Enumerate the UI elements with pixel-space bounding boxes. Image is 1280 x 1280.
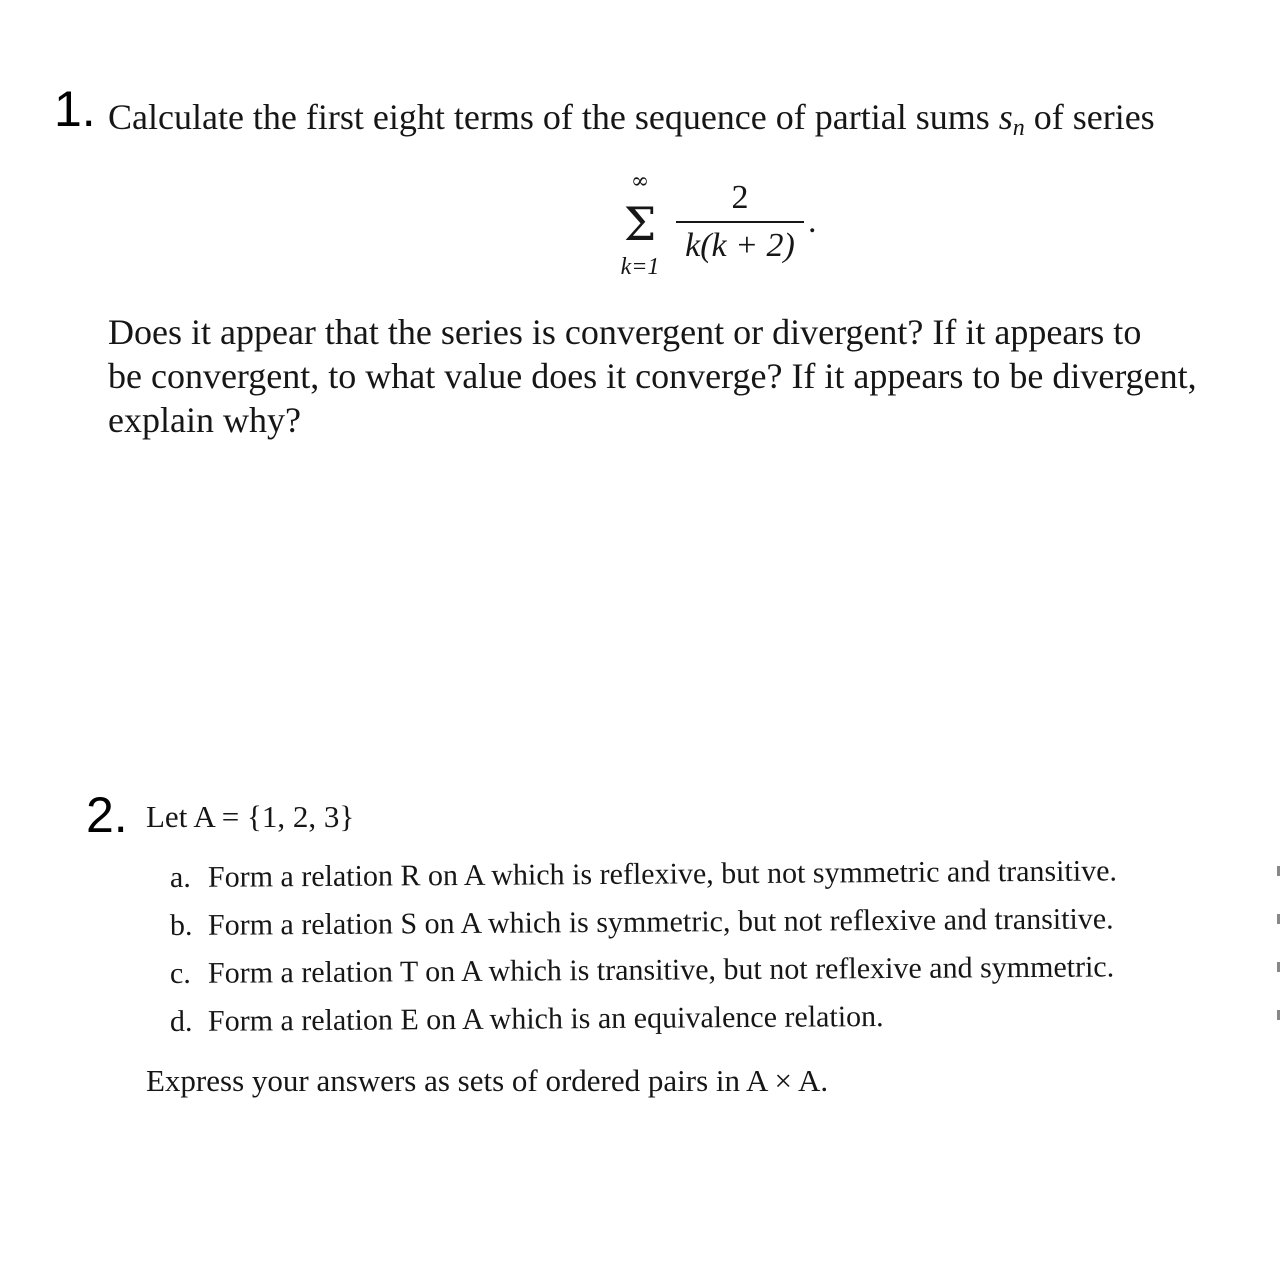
series-lower-limit: k=1	[620, 254, 660, 280]
item-letter: d.	[169, 1004, 193, 1038]
list-item	[170, 898, 1270, 954]
question-1-line-1: Does it appear that the series is convergent or divergent? If it appears to	[108, 312, 1142, 352]
item-text: Form a relation E on A which is an equivalence relation.	[207, 1000, 884, 1038]
item-text: Form a relation T on A which is transitive, but not reflexive and symmetric.	[207, 950, 1115, 990]
question-2-intro: Let A = {1, 2, 3}	[146, 799, 355, 834]
question-1-line-2: be convergent, to what value does it converge? If it appears to be divergent,	[108, 356, 1197, 396]
list-item	[170, 994, 1270, 1050]
partial-sum-subscript: n	[1012, 115, 1025, 141]
item-letter: c.	[169, 956, 191, 990]
item-text: Form a relation R on A which is reflexive, but not symmetric and transitive.	[207, 854, 1118, 894]
partial-sum-variable: s	[998, 97, 1013, 137]
series-formula	[600, 168, 840, 288]
list-item	[170, 850, 1270, 906]
question-2-outro: Express your answers as sets of ordered pairs in A × A.	[146, 1063, 829, 1098]
list-item	[170, 946, 1270, 1002]
question-2-number: 2.	[86, 787, 128, 843]
item-text: Form a relation S on A which is symmetric, but not reflexive and transitive.	[207, 902, 1114, 942]
question-1-intro-end: of series	[1033, 97, 1155, 137]
question-1-intro-text: Calculate the first eight terms of the sequence of partial sums	[108, 97, 990, 137]
question-2-items	[169, 854, 1270, 1050]
question-1-prompt	[108, 310, 1280, 442]
series-formula-svg	[600, 168, 840, 288]
question-1-intro	[108, 96, 1155, 143]
question-1-number: 1.	[54, 81, 96, 137]
item-letter: b.	[169, 908, 193, 942]
item-letter: a.	[169, 860, 191, 894]
page-edge-marks	[1276, 860, 1280, 1030]
question-1-line-3: explain why?	[108, 400, 301, 440]
sigma-symbol: Σ	[623, 197, 657, 251]
series-upper-limit: ∞	[630, 169, 650, 194]
fraction-numerator: 2	[731, 179, 749, 216]
series-period: .	[808, 203, 817, 240]
fraction-denominator: k(k + 2)	[685, 227, 795, 264]
